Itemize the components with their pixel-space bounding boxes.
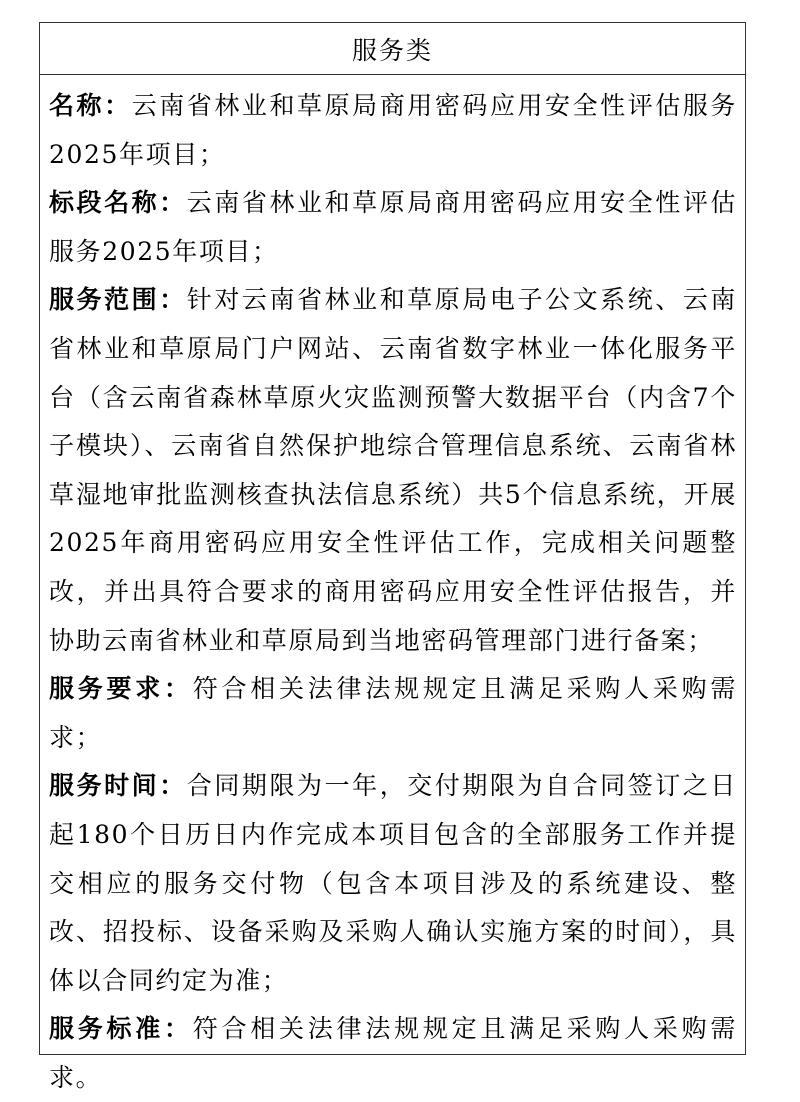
table-header bbox=[40, 23, 745, 75]
service-scope-paragraph bbox=[49, 276, 737, 665]
service-standard-paragraph bbox=[49, 1005, 737, 1102]
service-requirements-text: 符合相关法律法规规定且满足采购人采购需求； bbox=[49, 674, 737, 752]
service-standard-text: 符合相关法律法规规定且满足采购人采购需求。 bbox=[49, 1014, 737, 1092]
service-time-text: 合同期限为一年，交付期限为自合同签订之日起180个日历日内作完成本项目包含的全部服务工作并提交相应的服务交付物（包含本项目涉及的系统建设、整改、招投标、设备采购及采购人确认实施方案的时间），具体以合同约定为准； bbox=[49, 771, 737, 995]
section-name-text: 云南省林业和草原局商用密码应用安全性评估服务2025年项目； bbox=[49, 188, 737, 266]
service-requirements-paragraph bbox=[49, 665, 737, 762]
service-standard-label: 服务标准： bbox=[49, 1014, 193, 1044]
table-body bbox=[40, 75, 745, 1102]
service-requirements-label: 服务要求： bbox=[49, 674, 193, 704]
name-label: 名称： bbox=[49, 91, 132, 120]
service-time-paragraph bbox=[49, 762, 737, 1005]
section-name-paragraph bbox=[49, 179, 737, 276]
service-table bbox=[39, 22, 746, 1092]
name-paragraph bbox=[49, 82, 737, 179]
table-title: 服务类 bbox=[351, 35, 433, 65]
service-scope-text: 针对云南省林业和草原局电子公文系统、云南省林业和草原局门户网站、云南省数字林业一体化服务平台（含云南省森林草原火灾监测预警大数据平台（内含7个子模块）、云南省自然保护地综合管理信息系统、云南省林草湿地审批监测核查执法信息系统）共5个信息系统，开展2025年商用密码应用安全性评估工作，完成相关问题整改，并出具符合要求的商用密码应用安全性评估报告，并协助云南省林业和草原局到当地密码管理部门进行备案； bbox=[49, 285, 737, 655]
section-name-label: 标段名称： bbox=[49, 188, 187, 218]
service-scope-label: 服务范围： bbox=[49, 285, 187, 315]
service-time-label: 服务时间： bbox=[49, 771, 187, 801]
name-text: 云南省林业和草原局商用密码应用安全性评估服务2025年项目； bbox=[49, 91, 738, 169]
